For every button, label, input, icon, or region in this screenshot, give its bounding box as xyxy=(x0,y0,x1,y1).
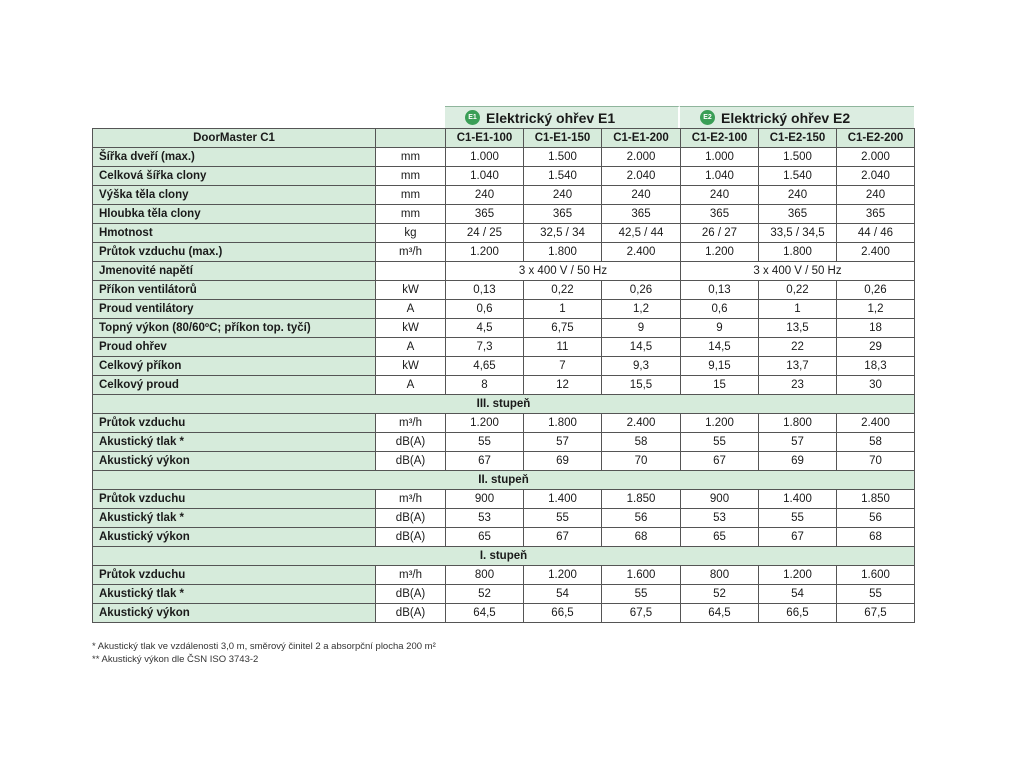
table-row xyxy=(93,338,915,357)
value-cell: 365 xyxy=(837,205,915,224)
value-cell: 240 xyxy=(759,186,837,205)
row-label: Příkon ventilátorů xyxy=(93,281,376,300)
value-cell: 9,15 xyxy=(681,357,759,376)
stage-section-header xyxy=(93,471,915,490)
row-unit: mm xyxy=(376,148,446,167)
unit-header xyxy=(376,129,446,148)
row-unit: dB(A) xyxy=(376,433,446,452)
value-cell: 1.040 xyxy=(681,167,759,186)
value-cell: 900 xyxy=(681,490,759,509)
value-cell: 68 xyxy=(837,528,915,547)
value-cell: 1.400 xyxy=(524,490,602,509)
value-cell: 64,5 xyxy=(681,604,759,623)
value-cell: 0,22 xyxy=(524,281,602,300)
value-cell: 67 xyxy=(681,452,759,471)
table-row xyxy=(93,566,915,585)
table-row xyxy=(93,357,915,376)
value-cell: 1.040 xyxy=(446,167,524,186)
row-unit: m³/h xyxy=(376,243,446,262)
table-row xyxy=(93,433,915,452)
value-cell: 365 xyxy=(446,205,524,224)
table-row xyxy=(93,604,915,623)
column-header-row xyxy=(93,129,915,148)
value-cell: 26 / 27 xyxy=(681,224,759,243)
value-cell: 67 xyxy=(446,452,524,471)
value-cell: 240 xyxy=(446,186,524,205)
value-cell: 15,5 xyxy=(602,376,681,395)
value-cell: 1.200 xyxy=(681,243,759,262)
value-cell: 2.040 xyxy=(837,167,915,186)
value-cell: 240 xyxy=(837,186,915,205)
value-cell: 55 xyxy=(759,509,837,528)
value-cell: 2.000 xyxy=(837,148,915,167)
value-cell: 15 xyxy=(681,376,759,395)
group-e2-header xyxy=(680,106,914,128)
row-unit: A xyxy=(376,338,446,357)
model-column-header: C1-E2-150 xyxy=(759,129,837,148)
value-cell: 30 xyxy=(837,376,915,395)
model-column-header: C1-E2-100 xyxy=(681,129,759,148)
stage-section-header xyxy=(93,395,915,414)
value-cell: 800 xyxy=(446,566,524,585)
value-cell: 22 xyxy=(759,338,837,357)
row-label: Proud ventilátory xyxy=(93,300,376,319)
value-cell: 1.800 xyxy=(759,414,837,433)
value-cell: 11 xyxy=(524,338,602,357)
table-row xyxy=(93,452,915,471)
row-label: Celková šířka clony xyxy=(93,167,376,186)
value-cell: 365 xyxy=(524,205,602,224)
value-cell: 55 xyxy=(602,585,681,604)
model-name-header: DoorMaster C1 xyxy=(93,129,376,148)
value-cell: 2.400 xyxy=(837,414,915,433)
value-cell: 1.540 xyxy=(759,167,837,186)
value-cell: 1.000 xyxy=(681,148,759,167)
row-label: Jmenovité napětí xyxy=(93,262,376,281)
value-cell: 58 xyxy=(837,433,915,452)
value-cell: 4,65 xyxy=(446,357,524,376)
value-cell: 32,5 / 34 xyxy=(524,224,602,243)
heating-groups-header xyxy=(445,106,914,128)
value-cell: 0,13 xyxy=(681,281,759,300)
table-row xyxy=(93,585,915,604)
value-cell: 69 xyxy=(759,452,837,471)
row-unit: m³/h xyxy=(376,566,446,585)
voltage-row xyxy=(93,262,915,281)
value-cell: 2.040 xyxy=(602,167,681,186)
spec-table xyxy=(92,128,915,623)
table-row xyxy=(93,300,915,319)
footnote-sound-power: ** Akustický výkon dle ČSN ISO 3743-2 xyxy=(92,654,259,665)
value-cell: 24 / 25 xyxy=(446,224,524,243)
table-row xyxy=(93,509,915,528)
row-unit: dB(A) xyxy=(376,528,446,547)
value-cell: 0,6 xyxy=(446,300,524,319)
row-unit: kW xyxy=(376,281,446,300)
row-unit: mm xyxy=(376,167,446,186)
voltage-e2-value: 3 x 400 V / 50 Hz xyxy=(681,262,915,281)
row-unit: mm xyxy=(376,205,446,224)
table-row xyxy=(93,205,915,224)
row-label: Akustický tlak * xyxy=(93,585,376,604)
row-unit: dB(A) xyxy=(376,604,446,623)
table-row xyxy=(93,414,915,433)
value-cell: 2.400 xyxy=(602,414,681,433)
value-cell: 55 xyxy=(524,509,602,528)
row-unit: dB(A) xyxy=(376,585,446,604)
value-cell: 56 xyxy=(602,509,681,528)
value-cell: 1.400 xyxy=(759,490,837,509)
row-unit: dB(A) xyxy=(376,509,446,528)
value-cell: 1.600 xyxy=(602,566,681,585)
value-cell: 1.800 xyxy=(524,243,602,262)
table-row xyxy=(93,528,915,547)
row-label: Hloubka těla clony xyxy=(93,205,376,224)
value-cell: 4,5 xyxy=(446,319,524,338)
value-cell: 33,5 / 34,5 xyxy=(759,224,837,243)
footnotes-block xyxy=(92,640,436,666)
row-unit: kW xyxy=(376,319,446,338)
value-cell: 1.000 xyxy=(446,148,524,167)
stage-title: II. stupeň xyxy=(93,471,915,490)
model-column-header: C1-E1-100 xyxy=(446,129,524,148)
row-unit: mm xyxy=(376,186,446,205)
footnote-sound-pressure: * Akustický tlak ve vzdálenosti 3,0 m, směrový činitel 2 a absorpční plocha 200 m² xyxy=(92,641,436,652)
spec-table-body xyxy=(93,129,915,623)
value-cell: 1 xyxy=(524,300,602,319)
value-cell: 57 xyxy=(524,433,602,452)
value-cell: 23 xyxy=(759,376,837,395)
table-row xyxy=(93,490,915,509)
value-cell: 7,3 xyxy=(446,338,524,357)
table-row xyxy=(93,224,915,243)
row-unit: kW xyxy=(376,357,446,376)
value-cell: 67 xyxy=(524,528,602,547)
e1-badge-icon: E1 xyxy=(465,110,480,125)
value-cell: 52 xyxy=(446,585,524,604)
row-label: Akustický tlak * xyxy=(93,509,376,528)
group-e1-label: Elektrický ohřev E1 xyxy=(486,109,616,126)
value-cell: 1,2 xyxy=(602,300,681,319)
table-row xyxy=(93,319,915,338)
row-label: Výška těla clony xyxy=(93,186,376,205)
value-cell: 67 xyxy=(759,528,837,547)
value-cell: 1.540 xyxy=(524,167,602,186)
table-row xyxy=(93,243,915,262)
model-column-header: C1-E2-200 xyxy=(837,129,915,148)
value-cell: 9,3 xyxy=(602,357,681,376)
value-cell: 70 xyxy=(837,452,915,471)
row-label: Hmotnost xyxy=(93,224,376,243)
value-cell: 1.200 xyxy=(446,243,524,262)
value-cell: 1.500 xyxy=(524,148,602,167)
table-row xyxy=(93,281,915,300)
value-cell: 365 xyxy=(681,205,759,224)
row-unit xyxy=(376,262,446,281)
value-cell: 240 xyxy=(602,186,681,205)
value-cell: 1.850 xyxy=(602,490,681,509)
value-cell: 0,26 xyxy=(602,281,681,300)
value-cell: 54 xyxy=(759,585,837,604)
value-cell: 64,5 xyxy=(446,604,524,623)
value-cell: 65 xyxy=(446,528,524,547)
stage-title: III. stupeň xyxy=(93,395,915,414)
value-cell: 66,5 xyxy=(524,604,602,623)
value-cell: 1.200 xyxy=(681,414,759,433)
voltage-e1-value: 3 x 400 V / 50 Hz xyxy=(446,262,681,281)
value-cell: 1.600 xyxy=(837,566,915,585)
value-cell: 1.200 xyxy=(759,566,837,585)
value-cell: 0,6 xyxy=(681,300,759,319)
value-cell: 2.400 xyxy=(837,243,915,262)
row-label: Topný výkon (80/60ºC; příkon top. tyčí) xyxy=(93,319,376,338)
value-cell: 13,7 xyxy=(759,357,837,376)
table-row xyxy=(93,148,915,167)
value-cell: 44 / 46 xyxy=(837,224,915,243)
value-cell: 65 xyxy=(681,528,759,547)
value-cell: 42,5 / 44 xyxy=(602,224,681,243)
table-row xyxy=(93,167,915,186)
value-cell: 18,3 xyxy=(837,357,915,376)
stage-section-header xyxy=(93,547,915,566)
value-cell: 52 xyxy=(681,585,759,604)
row-label: Akustický výkon xyxy=(93,604,376,623)
row-unit: kg xyxy=(376,224,446,243)
model-column-header: C1-E1-200 xyxy=(602,129,681,148)
row-label: Akustický výkon xyxy=(93,528,376,547)
value-cell: 14,5 xyxy=(681,338,759,357)
value-cell: 18 xyxy=(837,319,915,338)
value-cell: 68 xyxy=(602,528,681,547)
value-cell: 0,22 xyxy=(759,281,837,300)
value-cell: 2.000 xyxy=(602,148,681,167)
value-cell: 8 xyxy=(446,376,524,395)
stage-title: I. stupeň xyxy=(93,547,915,566)
row-label: Celkový příkon xyxy=(93,357,376,376)
row-label: Průtok vzduchu (max.) xyxy=(93,243,376,262)
value-cell: 1.200 xyxy=(524,566,602,585)
model-column-header: C1-E1-150 xyxy=(524,129,602,148)
row-unit: m³/h xyxy=(376,490,446,509)
row-label: Celkový proud xyxy=(93,376,376,395)
value-cell: 1.850 xyxy=(837,490,915,509)
value-cell: 67,5 xyxy=(837,604,915,623)
group-e2-label: Elektrický ohřev E2 xyxy=(721,109,851,126)
row-label: Průtok vzduchu xyxy=(93,490,376,509)
row-unit: m³/h xyxy=(376,414,446,433)
group-e1-header xyxy=(445,106,680,128)
value-cell: 70 xyxy=(602,452,681,471)
value-cell: 53 xyxy=(681,509,759,528)
value-cell: 55 xyxy=(446,433,524,452)
value-cell: 6,75 xyxy=(524,319,602,338)
value-cell: 2.400 xyxy=(602,243,681,262)
value-cell: 240 xyxy=(681,186,759,205)
value-cell: 1 xyxy=(759,300,837,319)
value-cell: 1,2 xyxy=(837,300,915,319)
value-cell: 56 xyxy=(837,509,915,528)
table-row xyxy=(93,376,915,395)
value-cell: 0,13 xyxy=(446,281,524,300)
row-label: Proud ohřev xyxy=(93,338,376,357)
value-cell: 14,5 xyxy=(602,338,681,357)
value-cell: 240 xyxy=(524,186,602,205)
row-unit: A xyxy=(376,300,446,319)
value-cell: 12 xyxy=(524,376,602,395)
spec-sheet xyxy=(92,106,914,623)
value-cell: 54 xyxy=(524,585,602,604)
row-label: Akustický výkon xyxy=(93,452,376,471)
value-cell: 0,26 xyxy=(837,281,915,300)
value-cell: 800 xyxy=(681,566,759,585)
value-cell: 57 xyxy=(759,433,837,452)
value-cell: 9 xyxy=(681,319,759,338)
value-cell: 1.200 xyxy=(446,414,524,433)
value-cell: 365 xyxy=(602,205,681,224)
value-cell: 900 xyxy=(446,490,524,509)
value-cell: 53 xyxy=(446,509,524,528)
value-cell: 13,5 xyxy=(759,319,837,338)
value-cell: 67,5 xyxy=(602,604,681,623)
row-label: Šířka dveří (max.) xyxy=(93,148,376,167)
value-cell: 9 xyxy=(602,319,681,338)
e2-badge-icon: E2 xyxy=(700,110,715,125)
value-cell: 69 xyxy=(524,452,602,471)
row-label: Průtok vzduchu xyxy=(93,566,376,585)
row-label: Průtok vzduchu xyxy=(93,414,376,433)
value-cell: 29 xyxy=(837,338,915,357)
row-unit: A xyxy=(376,376,446,395)
value-cell: 55 xyxy=(681,433,759,452)
row-unit: dB(A) xyxy=(376,452,446,471)
value-cell: 365 xyxy=(759,205,837,224)
value-cell: 1.500 xyxy=(759,148,837,167)
value-cell: 1.800 xyxy=(759,243,837,262)
row-label: Akustický tlak * xyxy=(93,433,376,452)
value-cell: 1.800 xyxy=(524,414,602,433)
table-row xyxy=(93,186,915,205)
value-cell: 55 xyxy=(837,585,915,604)
value-cell: 7 xyxy=(524,357,602,376)
value-cell: 58 xyxy=(602,433,681,452)
value-cell: 66,5 xyxy=(759,604,837,623)
